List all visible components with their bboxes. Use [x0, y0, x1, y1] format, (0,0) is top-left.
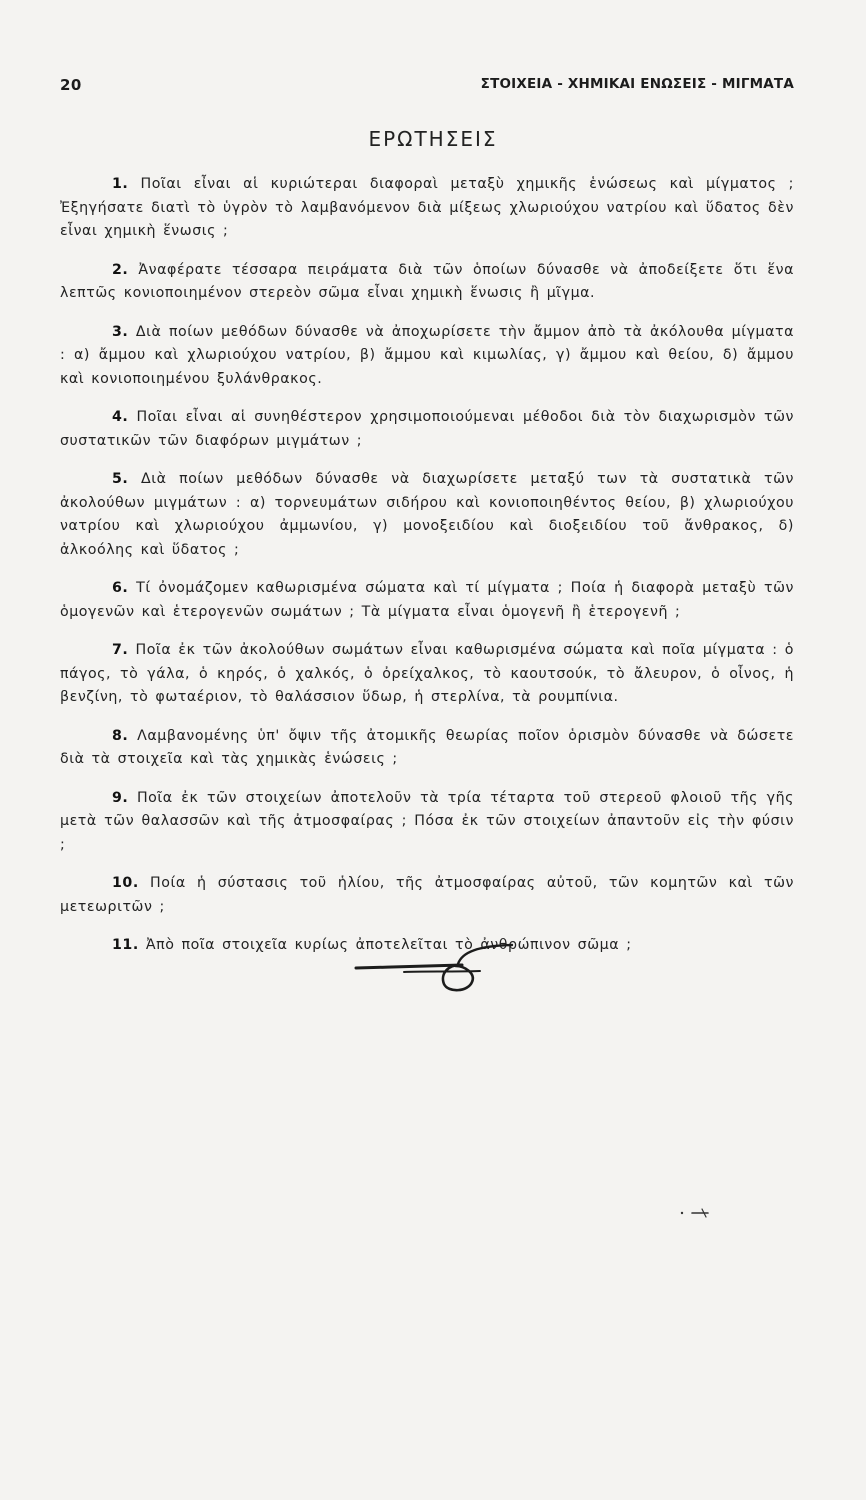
- question-6: [60, 577, 794, 624]
- section-title: ΕΡΩΤΗΣΕΙΣ: [368, 127, 498, 151]
- question-text: Ποῖα ἐκ τῶν ἀκολούθων σωμάτων εἶναι καθωρισμένα σώματα καὶ ποῖα μίγματα : ὁ πάγος, τὸ γάλα, ὁ κηρός, ὁ χαλκός, ὁ ὀρείχαλκος, τὸ καουτσούκ, τὸ ἄλευρον, ὁ οἶνος, ἡ βενζίνη, τὸ φωταέριον, τὸ θαλάσσιον ὕδωρ, ἡ στερλίνα, τὰ ρουμπίνια.: [60, 642, 795, 705]
- question-number: 1.: [112, 176, 129, 192]
- question-1: [60, 173, 794, 244]
- question-text: Τί ὀνομάζομεν καθωρισμένα σώματα καὶ τί μίγματα ; Ποία ἡ διαφορὰ μεταξὺ τῶν ὁμογενῶν καὶ ἑτερογενῶν σωμάτων ; Τὰ μίγματα εἶναι ὁμογενῆ ἢ ἑτερογενῆ ;: [60, 580, 794, 620]
- question-number: 2.: [112, 261, 129, 278]
- question-text: Ποῖαι εἶναι αἱ συνηθέστερον χρησιμοποιούμεναι μέθοδοι διὰ τὸν διαχωρισμὸν τῶν συστατικῶν τῶν διαφόρων μιγμάτων ;: [60, 409, 795, 449]
- page-header: [60, 76, 794, 100]
- question-8: [60, 725, 794, 772]
- question-4: [60, 406, 794, 453]
- running-title: ΣΤΟΙΧΕΙΑ - ΧΗΜΙΚΑΙ ΕΝΩΣΕΙΣ - ΜΙΓΜΑΤΑ: [480, 76, 794, 92]
- question-number: 7.: [112, 642, 129, 658]
- questions-list: [60, 173, 794, 973]
- question-text: Ἀναφέρατε τέσσαρα πειράματα διὰ τῶν ὁποίων δύνασθε νὰ ἀποδείξετε ὅτι ἕνα λεπτῶς κονιοποιημένον στερεὸν σῶμα εἶναι χημικὴ ἕνωσις ἢ μῖγμα.: [60, 261, 794, 301]
- page-number: 20: [60, 76, 82, 94]
- question-7: [60, 639, 794, 710]
- question-number: 9.: [112, 789, 129, 806]
- question-number: 4.: [112, 409, 129, 425]
- question-number: 10.: [112, 875, 139, 891]
- question-number: 11.: [112, 937, 139, 953]
- question-9: [60, 787, 794, 858]
- question-3: [60, 321, 794, 392]
- ink-speck-mark: [676, 1203, 716, 1223]
- question-5: [60, 468, 794, 562]
- question-number: 6.: [112, 580, 129, 596]
- question-text: Λαμβανομένης ὑπ' ὄψιν τῆς ἀτομικῆς θεωρίας ποῖον ὁρισμὸν δύνασθε νὰ δώσετε διὰ τὰ στοιχεῖα καὶ τὰς χημικὰς ἑνώσεις ;: [60, 727, 795, 767]
- question-10: [60, 872, 794, 919]
- question-text: Ἀπὸ ποῖα στοιχεῖα κυρίως ἀποτελεῖται τὸ ἀνθρώπινον σῶμα ;: [145, 937, 632, 953]
- question-text: Ποῖαι εἶναι αἱ κυριώτεραι διαφοραὶ μεταξὺ χημικῆς ἑνώσεως καὶ μίγματος ; Ἐξηγήσατε διατὶ τὸ ὑγρὸν τὸ λαμβανόμενον διὰ μίξεως χλωριούχου νατρίου καὶ ὕδατος δὲν εἶναι χημικὴ ἕνωσις ;: [60, 176, 794, 239]
- question-text: Διὰ ποίων μεθόδων δύνασθε νὰ ἀποχωρίσετε τὴν ἄμμον ἀπὸ τὰ ἀκόλουθα μίγματα : α) ἄμμου καὶ χλωριούχου νατρίου, β) ἄμμου καὶ κιμωλίας, γ) ἄμμου καὶ θείου, δ) ἄμμου καὶ κονιοποιημένου ξυλάνθρακος.: [60, 323, 794, 387]
- question-2: [60, 259, 794, 306]
- question-text: Ποία ἡ σύστασις τοῦ ἡλίου, τῆς ἀτμοσφαίρας αὐτοῦ, τῶν κομητῶν καὶ τῶν μετεωριτῶν ;: [60, 875, 794, 915]
- end-flourish-ornament: [352, 938, 522, 998]
- question-text: Ποῖα ἐκ τῶν στοιχείων ἀποτελοῦν τὰ τρία τέταρτα τοῦ στερεοῦ φλοιοῦ τῆς γῆς μετὰ τῶν θαλασσῶν καὶ τῆς ἀτμοσφαίρας ; Πόσα ἐκ τῶν στοιχείων ἀπαντοῦν εἰς τὴν φύσιν ;: [60, 789, 794, 853]
- question-text: Διὰ ποίων μεθόδων δύνασθε νὰ διαχωρίσετε μεταξύ των τὰ συστατικὰ τῶν ἀκολούθων μιγμάτων : α) τορνευμάτων σιδήρου καὶ κονιοποιηθέντος θείου, β) χλωριούχου νατρίου καὶ χλωριούχου ἀμμωνίου, γ) μονοξειδίου καὶ διοξειδίου τοῦ ἄνθρακος, δ) ἀλκοόλης καὶ ὕδατος ;: [60, 471, 794, 558]
- question-number: 3.: [112, 323, 129, 340]
- question-number: 5.: [112, 471, 129, 487]
- question-number: 8.: [112, 727, 129, 744]
